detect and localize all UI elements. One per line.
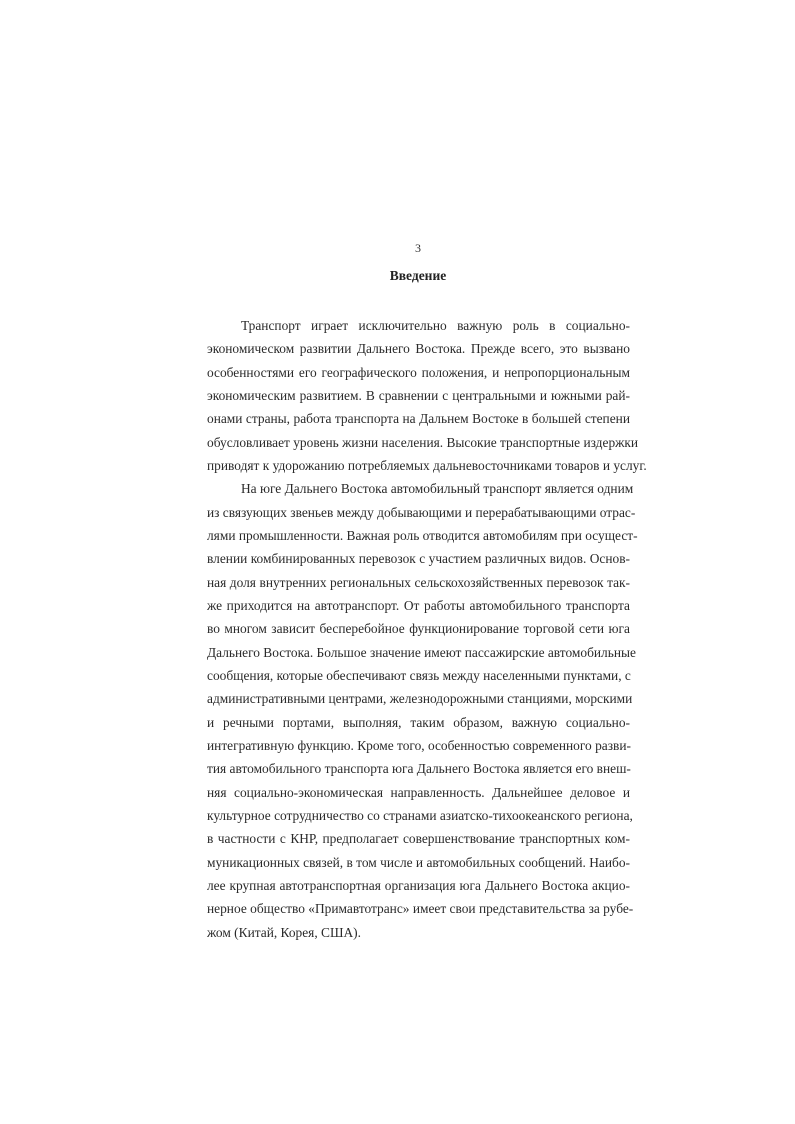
text-line: ная доля внутренних региональных сельскохозяйственных перевозок так-: [207, 574, 630, 590]
text-line: На юге Дальнего Востока автомобильный транспорт является одним: [241, 481, 634, 497]
text-line: же приходится на автотранспорт. От работы автомобильного транспорта: [207, 597, 630, 613]
text-line: жом (Китай, Корея, США).: [207, 924, 361, 940]
text-line: няя социально-экономическая направленность. Дальнейшее деловое и: [207, 784, 630, 800]
text-line: влении комбинированных перевозок с участием различных видов. Основ-: [207, 551, 630, 567]
text-line: онами страны, работа транспорта на Дальнем Востоке в большей степени: [207, 411, 630, 427]
text-line: во многом зависит бесперебойное функционирование торговой сети юга: [207, 621, 630, 637]
text-line: лями промышленности. Важная роль отводится автомобилям при осущест-: [207, 527, 638, 543]
text-line: и речными портами, выполняя, таким образом, важную социально-: [207, 714, 630, 730]
paragraph-2: [207, 477, 638, 944]
text-line: Дальнего Востока. Большое значение имеют пассажирские автомобильные: [207, 644, 636, 660]
text-line: административными центрами, железнодорожными станциями, морскими: [207, 691, 633, 707]
text-line: особенностями его географического положения, и непропорциональным: [207, 364, 630, 380]
text-line: сообщения, которые обеспечивают связь между населенными пунктами, с: [207, 667, 631, 683]
page-number: 3: [415, 241, 421, 255]
text-line: приводят к удорожанию потребляемых дальневосточниками товаров и услуг.: [207, 457, 647, 473]
text-line: в частности с КНР, предполагает совершенствование транспортных ком-: [207, 831, 630, 847]
document-body: [207, 314, 647, 944]
text-line: лее крупная автотранспортная организация юга Дальнего Востока акцио-: [207, 877, 630, 893]
text-line: экономическим развитием. В сравнении с центральными и южными рай-: [207, 387, 630, 403]
text-line: муникационных связей, в том числе и автомобильных сообщений. Наибо-: [207, 854, 630, 870]
text-line: Транспорт играет исключительно важную роль в социально-: [241, 318, 630, 333]
paragraph-1: [207, 314, 647, 477]
section-title: Введение: [389, 268, 447, 283]
text-line: нерное общество «Примавтотранс» имеет свои представительства за рубе-: [207, 901, 634, 917]
text-line: культурное сотрудничество со странами азиатско-тихоокеанского региона,: [207, 807, 633, 823]
text-line: интегративную функцию. Кроме того, особенностью современного разви-: [207, 737, 631, 753]
text-line: из связующих звеньев между добывающими и перерабатывающими отрас-: [207, 504, 636, 520]
text-line: обусловливает уровень жизни населения. Высокие транспортные издержки: [207, 434, 639, 450]
text-line: тия автомобильного транспорта юга Дальнего Востока является его внеш-: [207, 761, 631, 777]
text-line: экономическом развитии Дальнего Востока. Прежде всего, это вызвано: [207, 341, 630, 357]
